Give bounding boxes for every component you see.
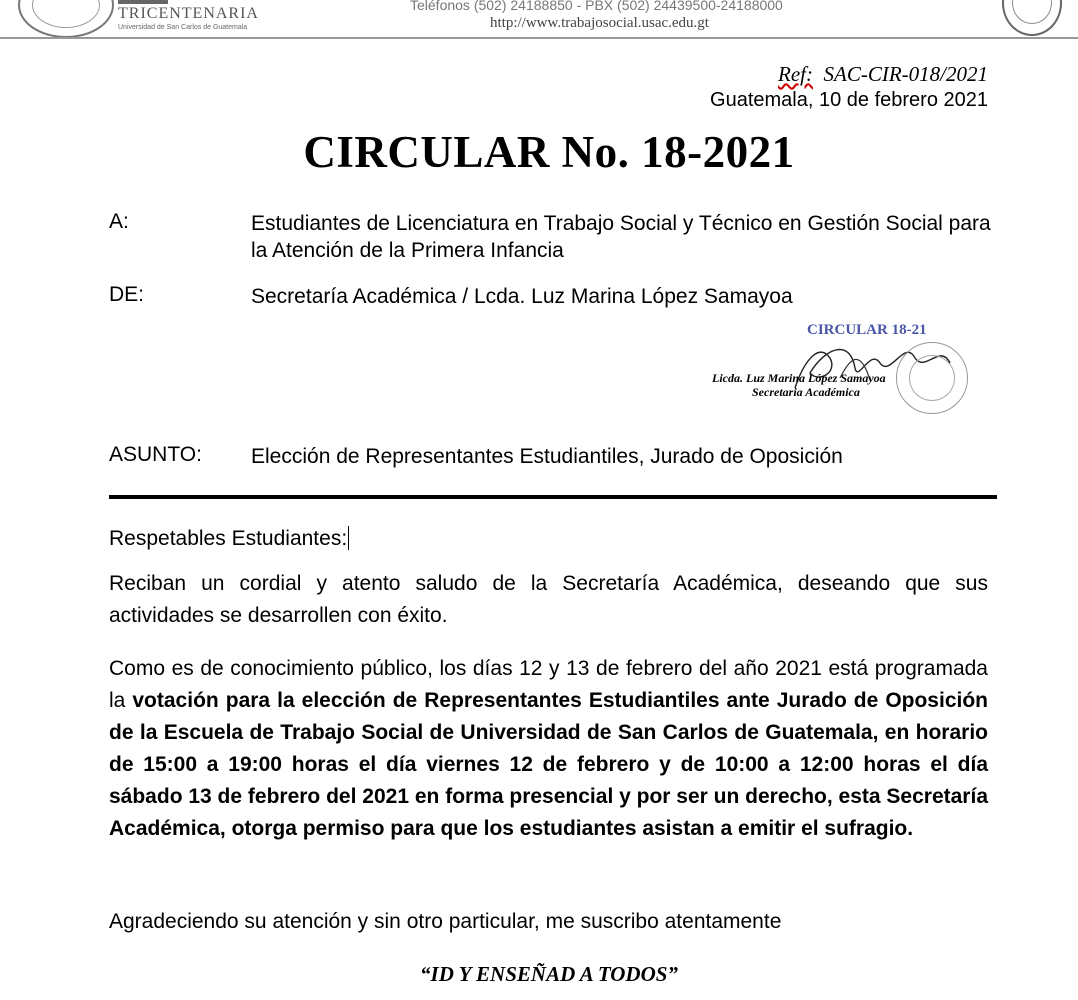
ref-label: Ref:: [778, 62, 814, 86]
to-label: A:: [109, 210, 129, 233]
paragraph-1: Reciban un cordial y atento saludo de la Secretaría Académica, deseando que sus actividades se desarrollen con éxito.: [109, 572, 988, 627]
greeting: Respetables Estudiantes:: [109, 527, 348, 550]
university-seal-icon: [18, 0, 114, 38]
tricentenaria-label: TRICENTENARIA: [118, 5, 259, 22]
circular-title: CIRCULAR No. 18-2021: [303, 127, 795, 177]
header-phones: Teléfonos (502) 24188850 - PBX (502) 24439500-24188000: [410, 0, 783, 13]
paragraph-2-intro: Como es de conocimiento público, los días 12 y 13 de febrero del año 2021 está programada la: [109, 657, 988, 712]
ref-value: SAC-CIR-018/2021: [823, 62, 988, 86]
document-date: Guatemala, 10 de febrero 2021: [710, 89, 988, 111]
circular-stamp-text: CIRCULAR 18-21: [807, 322, 927, 338]
usac-logo: [118, 0, 168, 4]
header-url: http://www.trabajosocial.usac.edu.gt: [490, 15, 709, 31]
letterhead: [0, 0, 1078, 40]
signatory-name: Licda. Luz Marina López Samayoa: [712, 371, 886, 385]
from-value: Secretaría Académica / Lcda. Luz Marina López Samayoa: [251, 285, 793, 308]
signature-block: [700, 318, 980, 418]
tricentenaria-sublabel: Universidad de San Carlos de Guatemala: [118, 24, 248, 31]
official-stamp-icon: [896, 342, 968, 414]
subject-value: Elección de Representantes Estudiantiles, Jurado de Oposición: [251, 445, 843, 468]
subject-label: ASUNTO:: [109, 443, 202, 466]
school-seal-icon: [1002, 0, 1062, 36]
text-cursor: [348, 526, 349, 550]
reference-line: [778, 62, 988, 87]
closing-line: Agradeciendo su atención y sin otro particular, me suscribo atentamente: [109, 910, 782, 933]
motto: “ID Y ENSEÑAD A TODOS”: [420, 962, 678, 986]
to-value: Estudiantes de Licenciatura en Trabajo Social y Técnico en Gestión Social para la Atención de la Primera Infancia: [251, 212, 991, 262]
signatory-role: Secretaria Académica: [752, 385, 860, 399]
section-divider: [109, 495, 997, 499]
header-divider: [0, 37, 1078, 39]
paragraph-2: [109, 653, 988, 845]
paragraph-2-bold: votación para la elección de Representantes Estudiantiles ante Jurado de Oposición de la Escuela de Trabajo Social de Universidad de San Carlos de Guatemala, en horario de 15:00 a 19:00 horas el día viernes 12 de febrero y de 10:00 a 12:00 horas el día sábado 13 de febrero del 2021 en forma presencial y por ser un derecho, esta Secretaría Académica, otorga permiso para que los estudiantes asistan a emitir el sufragio.: [109, 689, 988, 840]
from-label: DE:: [109, 283, 145, 306]
